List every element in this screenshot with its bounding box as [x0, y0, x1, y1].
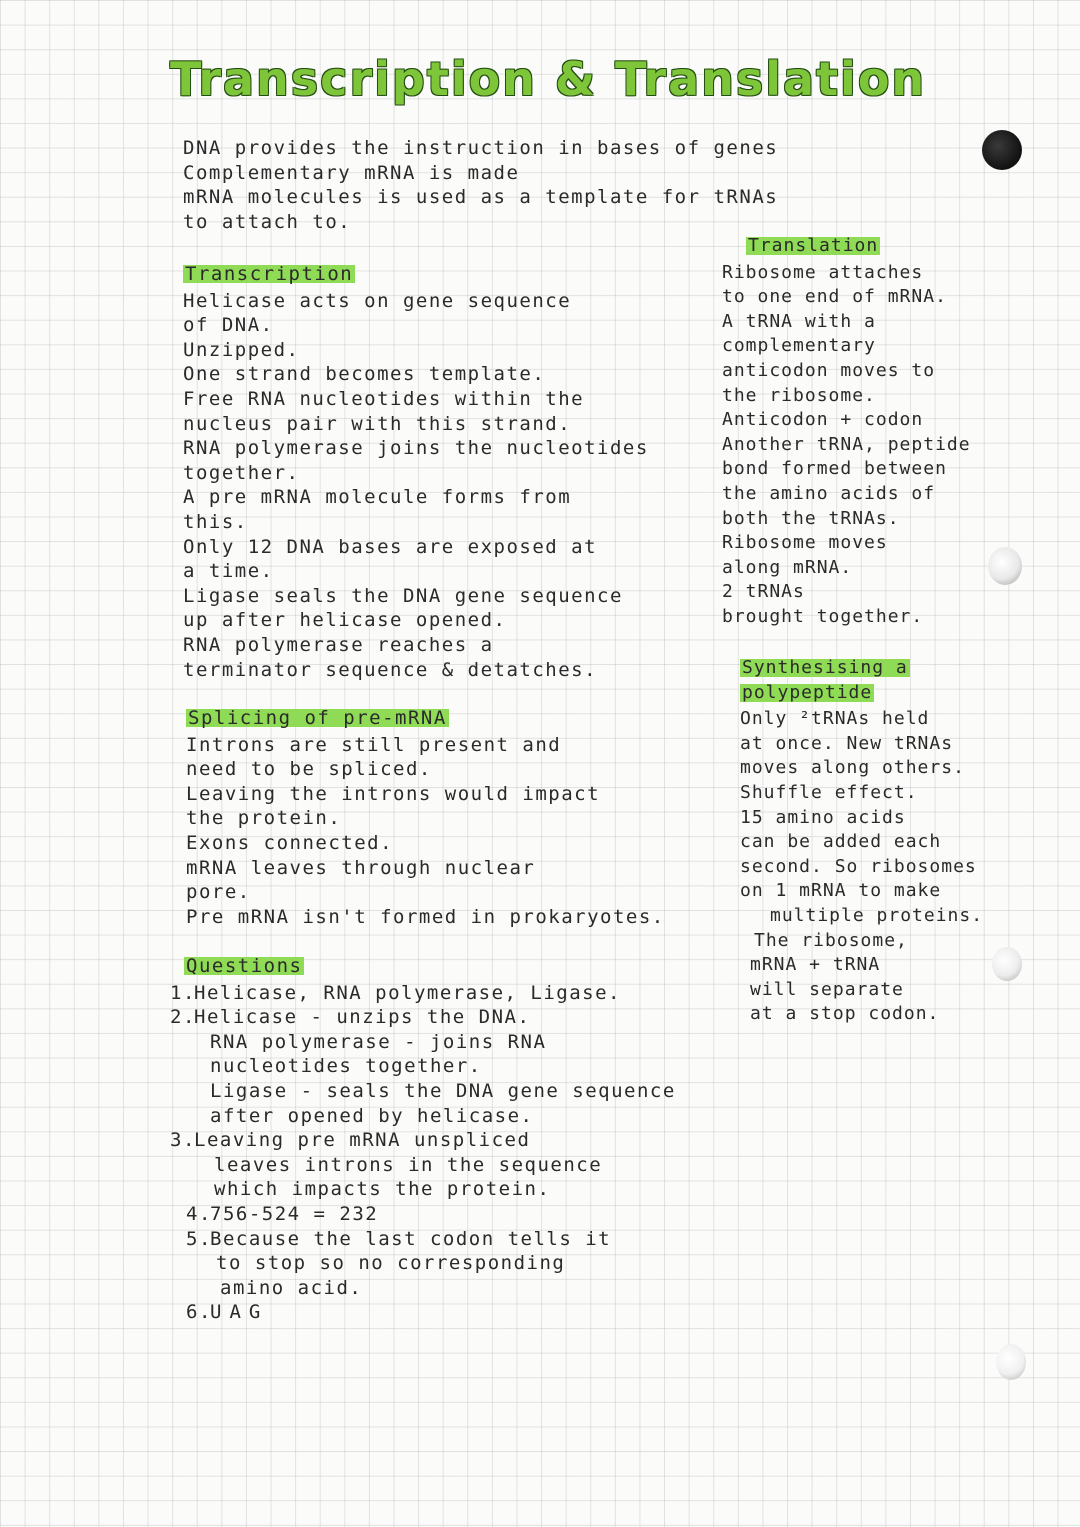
intro-line: to attach to.	[183, 210, 352, 233]
translation-line: the ribosome.	[722, 384, 876, 406]
translation-line: Anticodon + codon	[722, 409, 924, 431]
answer-line: Because the last codon tells it	[210, 1227, 612, 1250]
transcription-line: A pre mRNA molecule forms from	[183, 486, 572, 509]
question-answer-2	[170, 1005, 676, 1030]
answer-line: Helicase, RNA polymerase, Ligase.	[194, 981, 621, 1004]
question-number: 3.	[170, 1129, 196, 1152]
splicing-line: pore.	[186, 881, 251, 904]
transcription-line: RNA polymerase reaches a	[183, 633, 494, 656]
synthesising-line: Shuffle effect.	[740, 781, 918, 803]
translation-line: the amino acids of	[722, 482, 936, 504]
transcription-line: Helicase acts on gene sequence	[183, 289, 572, 312]
answer-line: after opened by helicase.	[210, 1104, 534, 1127]
translation-line: A tRNA with a	[722, 310, 876, 332]
synthesising-line: The ribosome,	[754, 929, 908, 951]
splicing-line: Introns are still present and	[186, 733, 562, 756]
question-answer-6	[170, 1300, 676, 1325]
answer-line: RNA polymerase - joins RNA	[210, 1030, 547, 1053]
answer-line: 756-524 = 232	[210, 1202, 379, 1225]
synthesising-line: Only ²tRNAs held	[740, 708, 930, 730]
transcription-line: together.	[183, 461, 300, 484]
translation-section	[722, 234, 971, 630]
synthesising-line: on 1 mRNA to make	[740, 880, 942, 902]
splicing-line: Exons connected.	[186, 831, 394, 854]
intro-line: Complementary mRNA is made	[183, 161, 520, 184]
answer-line: UAG	[210, 1301, 269, 1324]
translation-line: 2 tRNAs	[722, 581, 805, 603]
question-number: 6.	[186, 1301, 212, 1324]
synthesising-line: can be added each	[740, 831, 942, 853]
answer-line: which impacts the protein.	[214, 1178, 551, 1201]
synthesising-heading-line1: Synthesising a	[742, 657, 908, 678]
transcription-line: a time.	[183, 560, 274, 583]
transcription-line: this.	[183, 510, 248, 533]
transcription-line: terminator sequence & detatches.	[183, 658, 598, 681]
answer-line: nucleotides together.	[210, 1055, 482, 1078]
translation-line: bond formed between	[722, 458, 947, 480]
splicing-line: Pre mRNA isn't formed in prokaryotes.	[186, 905, 665, 928]
synthesising-line: mRNA + tRNA	[750, 954, 881, 976]
transcription-line: nucleus pair with this strand.	[183, 412, 572, 435]
binder-hole-icon	[988, 547, 1022, 585]
binder-hole-icon	[992, 947, 1022, 981]
synthesising-line: moves along others.	[740, 757, 965, 779]
translation-line: Ribosome attaches	[722, 261, 924, 283]
synthesising-line: at a stop codon.	[750, 1003, 940, 1025]
splicing-line: the protein.	[186, 807, 342, 830]
transcription-line: up after helicase opened.	[183, 609, 507, 632]
synthesising-line: 15 amino acids	[740, 806, 906, 828]
binder-hole-icon	[996, 1344, 1026, 1380]
questions-heading: Questions	[186, 955, 303, 977]
splicing-line: Leaving the introns would impact	[186, 782, 601, 805]
answer-line: Helicase - unzips the DNA.	[194, 1006, 531, 1029]
synthesising-line: at once. New tRNAs	[740, 732, 954, 754]
translation-line: both the tRNAs.	[722, 507, 900, 529]
translation-heading: Translation	[748, 235, 879, 256]
question-answer-4	[170, 1202, 676, 1227]
answer-line: to stop so no corresponding	[216, 1252, 566, 1275]
transcription-line: One strand becomes template.	[183, 363, 546, 386]
answer-line: Ligase - seals the DNA gene sequence	[210, 1079, 676, 1102]
translation-line: Another tRNA, peptide	[722, 433, 971, 455]
transcription-line: Only 12 DNA bases are exposed at	[183, 535, 598, 558]
question-number: 1.	[170, 981, 196, 1004]
splicing-heading: Splicing of pre-mRNA	[188, 707, 447, 729]
splicing-line: need to be spliced.	[186, 758, 432, 781]
translation-line: anticodon moves to	[722, 359, 936, 381]
translation-line: brought together.	[722, 605, 924, 627]
translation-line: complementary	[722, 335, 876, 357]
synthesising-line: will separate	[750, 978, 904, 1000]
transcription-line: RNA polymerase joins the nucleotides	[183, 437, 649, 460]
answer-line: amino acid.	[220, 1276, 363, 1299]
transcription-section	[183, 262, 649, 682]
transcription-line: Ligase seals the DNA gene sequence	[183, 584, 623, 607]
question-number: 4.	[186, 1202, 212, 1225]
synthesising-section	[740, 656, 983, 1027]
synthesising-line: multiple proteins.	[770, 904, 984, 926]
page-title: Transcription & Translation	[170, 52, 927, 106]
question-number: 5.	[186, 1227, 212, 1250]
intro-line: DNA provides the instruction in bases of genes	[183, 137, 779, 159]
answer-line: Leaving pre mRNA unspliced	[194, 1129, 531, 1152]
transcription-heading: Transcription	[185, 263, 354, 285]
intro-line: mRNA molecules is used as a template for tRNAs	[183, 186, 779, 209]
translation-line: Ribosome moves	[722, 532, 888, 554]
translation-line: along mRNA.	[722, 556, 853, 578]
question-answer-5	[170, 1227, 676, 1252]
questions-section	[170, 954, 676, 1325]
transcription-line: Free RNA nucleotides within the	[183, 387, 585, 410]
answer-line: leaves introns in the sequence	[214, 1153, 603, 1176]
question-answer-1	[170, 981, 676, 1006]
transcription-line: of DNA.	[183, 314, 274, 337]
translation-line: to one end of mRNA.	[722, 286, 947, 308]
binder-hole-icon	[982, 130, 1022, 170]
splicing-section	[186, 706, 665, 929]
intro-block	[183, 136, 778, 234]
transcription-line: Unzipped.	[183, 338, 300, 361]
synthesising-line: second. So ribosomes	[740, 855, 977, 877]
synthesising-heading-line2: polypeptide	[742, 681, 873, 703]
question-answer-3	[170, 1128, 676, 1153]
question-number: 2.	[170, 1006, 196, 1029]
splicing-line: mRNA leaves through nuclear	[186, 856, 536, 879]
